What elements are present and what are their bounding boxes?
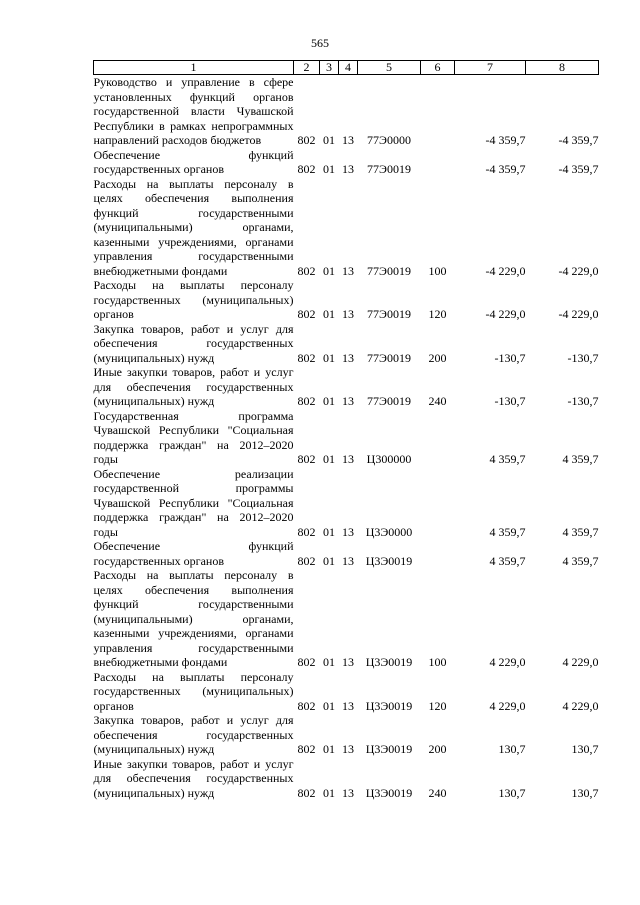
table-row	[94, 177, 599, 279]
row-target-article: Ц3Э0019	[365, 742, 413, 756]
row-subsection-code: 13	[342, 785, 354, 800]
row-amount-col7: 130,7	[498, 742, 526, 756]
row-section-code: 01	[323, 785, 335, 800]
row-amount-col7: 130,7	[498, 785, 526, 800]
table-row	[94, 75, 599, 148]
row-section-code: 01	[323, 350, 335, 365]
row-section-code: 01	[323, 307, 335, 321]
table-row	[94, 539, 599, 568]
row-subsection-code: 13	[342, 394, 354, 408]
row-target-article: 77Э0019	[367, 307, 411, 321]
row-amount-col7: 4 359,7	[489, 553, 526, 568]
column-header: 2	[294, 61, 320, 75]
row-description: Расходы на выплаты персоналу государственных (муниципальных) органов	[93, 278, 294, 321]
row-ministry-code: 802	[297, 307, 316, 321]
row-target-article: 77Э0019	[367, 394, 411, 408]
row-description: Расходы на выплаты персоналу государственных (муниципальных) органов	[93, 669, 294, 713]
row-amount-col7: 4 359,7	[489, 452, 526, 466]
table-row	[94, 409, 599, 467]
row-amount-col8: 4 359,7	[562, 452, 599, 466]
row-amount-col7: 4 359,7	[489, 524, 526, 539]
row-expense-type	[421, 467, 455, 540]
row-target-article: Ц3Э0000	[365, 524, 413, 539]
table-row	[94, 670, 599, 714]
row-expense-type: 240	[428, 785, 447, 800]
row-expense-type: 240	[428, 394, 447, 408]
row-section-code: 01	[323, 133, 335, 147]
row-subsection-code: 13	[342, 452, 354, 466]
row-description: Расходы на выплаты персоналу в целях обеспечения выполнения функций государственными (муниципальными) органами, казенными учреждениями, органами управления государственными внебюджетными фондами	[93, 568, 294, 669]
row-target-article: 77Э0019	[367, 263, 411, 278]
table-row	[94, 713, 599, 757]
row-amount-col8: -4 229,0	[558, 307, 599, 321]
row-target-article: Ц3Э0019	[365, 553, 413, 568]
row-amount-col7: -4 229,0	[485, 307, 526, 321]
row-description: Иные закупки товаров, работ и услуг для обеспечения государственных (муниципальных) нужд	[93, 756, 294, 800]
row-target-article: 77Э0000	[367, 133, 411, 147]
row-amount-col7: 4 229,0	[489, 655, 526, 669]
row-subsection-code: 13	[342, 350, 354, 365]
column-header: 6	[421, 61, 455, 75]
column-header: 1	[94, 61, 294, 75]
row-amount-col7: -130,7	[494, 350, 526, 365]
row-description: Закупка товаров, работ и услуг для обеспечения государственных (муниципальных) нужд	[93, 321, 294, 365]
row-section-code: 01	[323, 553, 335, 568]
row-target-article: Ц3Э0019	[365, 655, 413, 669]
column-header: 3	[320, 61, 339, 75]
row-subsection-code: 13	[342, 307, 354, 321]
row-expense-type: 120	[428, 307, 447, 321]
row-section-code: 01	[323, 452, 335, 466]
row-amount-col7: 4 229,0	[489, 698, 526, 713]
row-expense-type: 200	[428, 742, 447, 756]
row-description: Иные закупки товаров, работ и услуг для обеспечения государственных (муниципальных) нужд	[93, 365, 294, 408]
row-subsection-code: 13	[342, 553, 354, 568]
row-section-code: 01	[323, 263, 335, 278]
table-row	[94, 365, 599, 409]
row-subsection-code: 13	[342, 698, 354, 713]
row-description: Обеспечение функций государственных органов	[93, 539, 294, 568]
row-target-article: Ц3Э0019	[365, 698, 413, 713]
table-row	[94, 568, 599, 670]
row-amount-col8: -130,7	[567, 350, 599, 365]
column-header: 7	[455, 61, 526, 75]
row-ministry-code: 802	[297, 133, 316, 147]
row-expense-type	[421, 409, 455, 467]
row-expense-type: 100	[428, 263, 447, 278]
budget-table	[93, 60, 599, 800]
column-header: 4	[339, 61, 358, 75]
row-description: Государственная программа Чувашской Республики "Социальная поддержка граждан" на 2012–2020 годы	[93, 408, 294, 466]
row-amount-col8: -4 359,7	[558, 133, 599, 147]
row-section-code: 01	[323, 394, 335, 408]
row-amount-col8: 4 229,0	[562, 655, 599, 669]
row-ministry-code: 802	[297, 785, 316, 800]
row-amount-col7: -130,7	[494, 394, 526, 408]
row-amount-col8: -4 359,7	[558, 162, 599, 176]
row-expense-type: 200	[428, 350, 447, 365]
row-amount-col8: 4 229,0	[562, 698, 599, 713]
page-number: 565	[311, 36, 329, 50]
row-ministry-code: 802	[297, 394, 316, 408]
row-target-article: 77Э0019	[367, 350, 411, 365]
row-target-article: Ц300000	[366, 452, 412, 466]
table-row	[94, 322, 599, 366]
row-ministry-code: 802	[297, 452, 316, 466]
table-row	[94, 467, 599, 540]
row-amount-col8: -4 229,0	[558, 263, 599, 278]
row-description: Руководство и управление в сфере установленных функций органов государственной власти Чувашской Республики в рамках непрограммных направлений расходов бюджетов	[93, 75, 294, 147]
row-section-code: 01	[323, 162, 335, 176]
row-ministry-code: 802	[297, 655, 316, 669]
row-subsection-code: 13	[342, 655, 354, 669]
row-ministry-code: 802	[297, 524, 316, 539]
row-section-code: 01	[323, 655, 335, 669]
row-section-code: 01	[323, 524, 335, 539]
row-ministry-code: 802	[297, 698, 316, 713]
row-section-code: 01	[323, 698, 335, 713]
row-description: Закупка товаров, работ и услуг для обеспечения государственных (муниципальных) нужд	[93, 713, 294, 756]
row-expense-type	[421, 539, 455, 568]
row-amount-col8: -130,7	[567, 394, 599, 408]
row-target-article: Ц3Э0019	[365, 785, 413, 800]
row-amount-col8: 130,7	[571, 742, 599, 756]
row-amount-col8: 4 359,7	[562, 524, 599, 539]
row-amount-col7: -4 229,0	[485, 263, 526, 278]
row-expense-type	[421, 75, 455, 148]
row-amount-col7: -4 359,7	[485, 133, 526, 147]
row-amount-col8: 130,7	[571, 785, 599, 800]
row-expense-type	[421, 148, 455, 177]
column-header: 8	[526, 61, 599, 75]
row-amount-col7: -4 359,7	[485, 162, 526, 176]
table-row	[94, 148, 599, 177]
row-subsection-code: 13	[342, 742, 354, 756]
row-subsection-code: 13	[342, 162, 354, 176]
row-section-code: 01	[323, 742, 335, 756]
row-ministry-code: 802	[297, 742, 316, 756]
table-row	[94, 757, 599, 801]
row-target-article: 77Э0019	[367, 162, 411, 176]
table-header-row	[94, 61, 599, 75]
row-ministry-code: 802	[297, 350, 316, 365]
row-subsection-code: 13	[342, 524, 354, 539]
row-subsection-code: 13	[342, 263, 354, 278]
row-description: Обеспечение функций государственных органов	[93, 147, 294, 176]
row-subsection-code: 13	[342, 133, 354, 147]
column-header: 5	[358, 61, 421, 75]
row-ministry-code: 802	[297, 162, 316, 176]
row-description: Расходы на выплаты персоналу в целях обеспечения выполнения функций государственными (муниципальными) органами, казенными учреждениями, органами управления государственными внебюджетными фондами	[93, 176, 294, 278]
row-description: Обеспечение реализации государственной программы Чувашской Республики "Социальная поддержка граждан" на 2012–2020 годы	[93, 466, 294, 539]
row-expense-type: 120	[428, 698, 447, 713]
table-row	[94, 278, 599, 322]
row-ministry-code: 802	[297, 553, 316, 568]
row-amount-col8: 4 359,7	[562, 553, 599, 568]
row-expense-type: 100	[428, 655, 447, 669]
row-ministry-code: 802	[297, 263, 316, 278]
